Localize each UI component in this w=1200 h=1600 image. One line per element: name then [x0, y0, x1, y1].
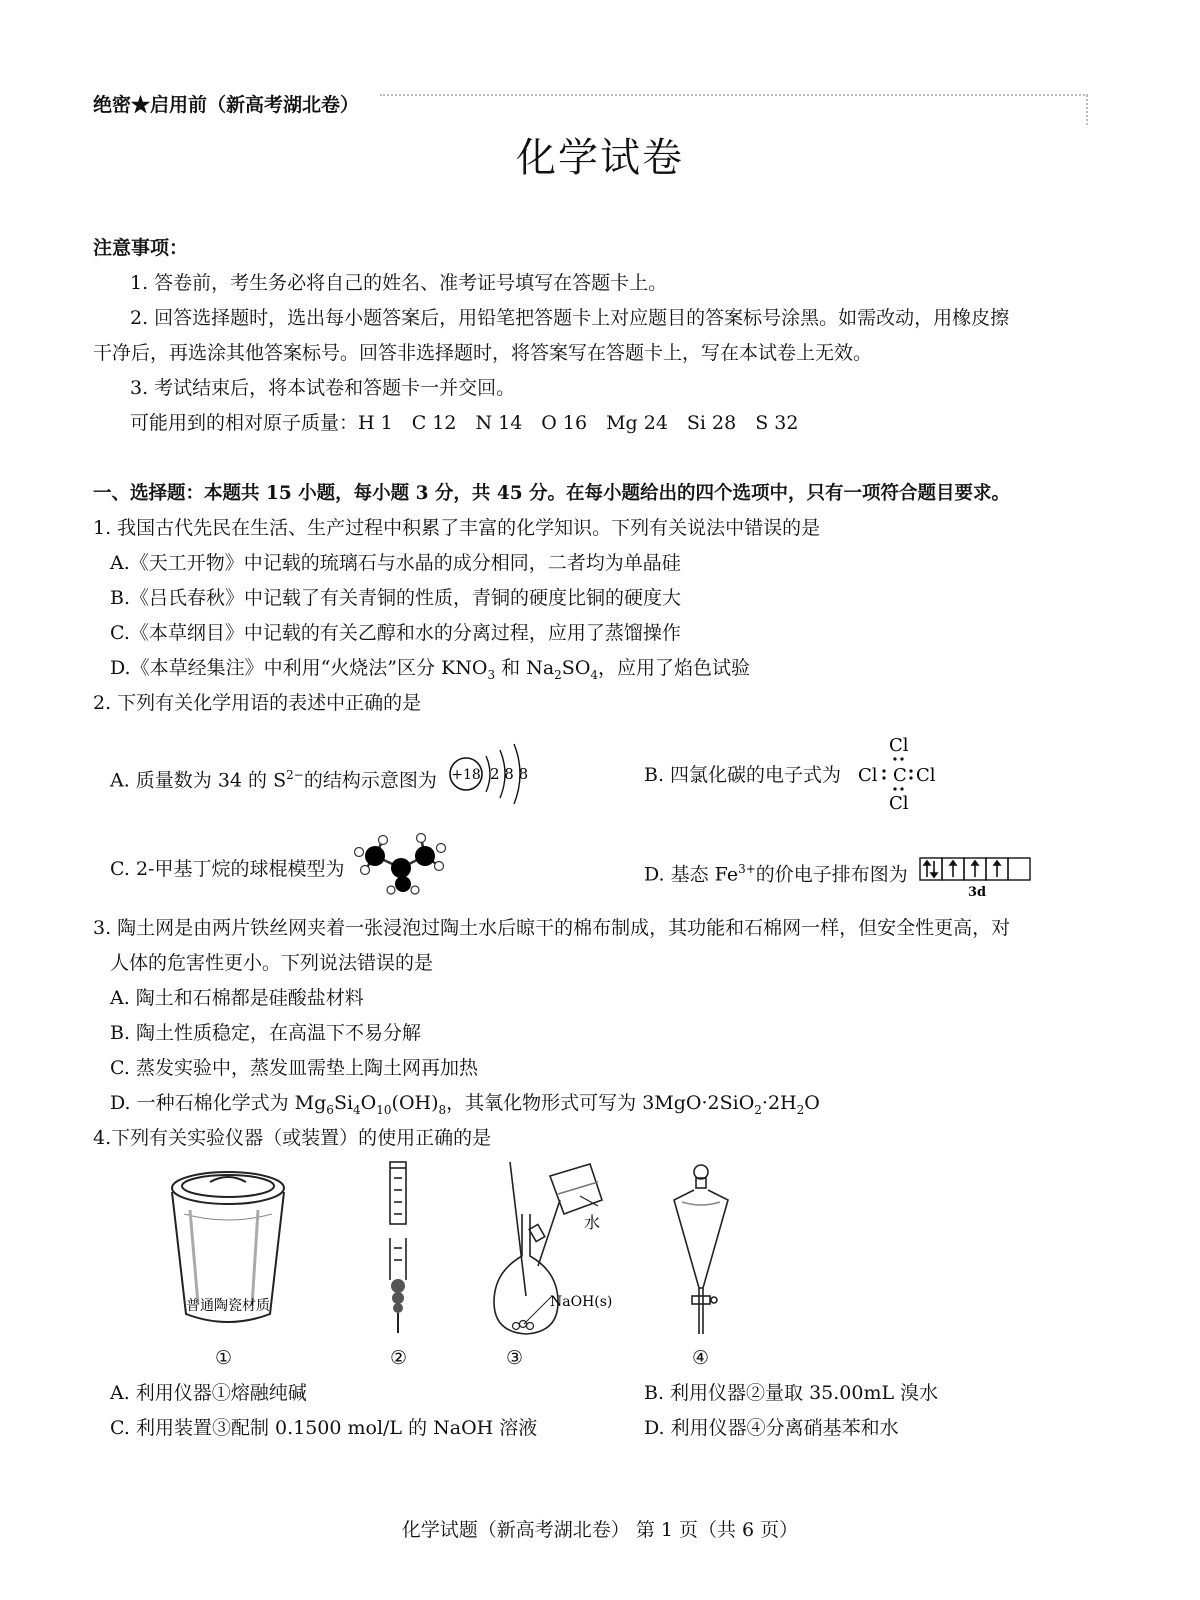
q2-stem: 2. 下列有关化学用语的表述中正确的是: [93, 692, 422, 714]
header-dotted-line: [380, 94, 1088, 96]
q1-option-c: C.《本草纲目》中记载的有关乙醇和水的分离过程，应用了蒸馏操作: [110, 622, 681, 644]
q4-option-c: C. 利用装置③配制 0.1500 mol/L 的 NaOH 溶液: [110, 1417, 538, 1439]
q3-option-b: B. 陶土性质稳定，在高温下不易分解: [110, 1022, 422, 1044]
q4-option-d: D. 利用仪器④分离硝基苯和水: [644, 1417, 899, 1439]
q2-option-b: B. 四氯化碳的电子式为: [644, 764, 842, 786]
2-methylbutane-ball-stick-model: [355, 832, 450, 894]
sulfur-ion-structure-diagram: [448, 748, 538, 804]
q1-option-b: B.《吕氏春秋》中记载了有关青铜的性质，青铜的硬度比铜的硬度大: [110, 587, 682, 609]
apparatus-number-3: ③: [506, 1347, 524, 1369]
ccl4-electron-formula: [854, 733, 944, 813]
q4-option-b: B. 利用仪器②量取 35.00mL 溴水: [644, 1382, 939, 1404]
header-dotted-edge: [1086, 95, 1088, 125]
notice-item-2b: 干净后，再选涂其他答案标号。回答非选择题时，将答案写在答题卡上，写在本试卷上无效。: [93, 342, 873, 364]
svg-text:C: C: [893, 765, 907, 786]
svg-text:Cl: Cl: [858, 765, 878, 786]
apparatus-number-4: ④: [692, 1347, 710, 1369]
water-label: 水: [584, 1213, 601, 1232]
q2-option-c: C. 2-甲基丁烷的球棍模型为: [110, 858, 345, 880]
crucible-label: 普通陶瓷材质: [186, 1298, 270, 1314]
q2-option-d: D. 基态 $Fe^{3+}$的价电子排布图为: [644, 862, 908, 886]
q3-option-c: C. 蒸发实验中，蒸发皿需垫上陶土网再加热: [110, 1057, 478, 1079]
notice-heading: 注意事项：: [93, 237, 189, 259]
nucleus-label: +18: [451, 767, 481, 783]
q3-stem-a: 3. 陶土网是由两片铁丝网夹着一张浸泡过陶土水后晾干的棉布制成，其功能和石棉网一样，但安全性更高，对: [93, 917, 1011, 939]
q3-option-d: D. 一种石棉化学式为 $Mg_6Si_4O_{10}(OH)_8$，其氧化物形式可写为 $3MgO\cdot 2SiO_2\cdot 2H_2O$: [110, 1092, 820, 1117]
svg-text:Cl: Cl: [889, 735, 909, 756]
q4-stem: 4.下列有关实验仪器（或装置）的使用正确的是: [93, 1127, 492, 1149]
fe3-orbital-diagram: [918, 856, 1040, 900]
q3-option-a: A. 陶土和石棉都是硅酸盐材料: [110, 987, 364, 1009]
q3-stem-b: 人体的危害性更小。下列说法错误的是: [110, 952, 434, 974]
confidential-header: 绝密★启用前（新高考湖北卷）: [93, 94, 360, 116]
orbital-3d-label: 3d: [968, 885, 987, 900]
burette-illustration: [380, 1158, 420, 1338]
notice-item-1: 1. 答卷前，考生务必将自己的姓名、准考证号填写在答题卡上。: [130, 272, 668, 294]
q1-stem: 1. 我国古代先民在生活、生产过程中积累了丰富的化学知识。下列有关说法中错误的是: [93, 517, 821, 539]
notice-item-3: 3. 考试结束后，将本试卷和答题卡一并交回。: [130, 377, 516, 399]
svg-text:Cl: Cl: [916, 765, 936, 786]
page-title: 化学试卷: [516, 135, 684, 181]
electron-shells-label: 2 8 8: [490, 765, 529, 783]
naoh-label: NaOH(s): [550, 1294, 613, 1310]
apparatus-number-1: ①: [215, 1347, 233, 1369]
notice-item-2a: 2. 回答选择题时，选出每小题答案后，用铅笔把答题卡上对应题目的答案标号涂黑。如需改动，用橡皮擦: [130, 307, 1010, 329]
separatory-funnel-illustration: [666, 1158, 736, 1338]
apparatus-number-2: ②: [390, 1347, 408, 1369]
q4-option-a: A. 利用仪器①熔融纯碱: [110, 1382, 307, 1404]
volumetric-flask-illustration: [480, 1156, 630, 1336]
page-footer: 化学试题（新高考湖北卷） 第 1 页（共 6 页）: [401, 1519, 799, 1541]
q2-option-a: A. 质量数为 34 的 $S^{2-}$的结构示意图为: [110, 768, 437, 792]
q1-option-a: A.《天工开物》中记载的琉璃石与水晶的成分相同，二者均为单晶硅: [110, 552, 681, 574]
crucible-illustration: [158, 1164, 298, 1336]
svg-text:Cl: Cl: [889, 793, 909, 814]
section-1-heading: 一、选择题：本题共 15 小题，每小题 3 分，共 45 分。在每小题给出的四个选项中，只有一项符合题目要求。: [93, 483, 1011, 504]
atomic-masses: 可能用到的相对原子质量：H 1 C 12 N 14 O 16 Mg 24 Si 28 S 32: [130, 412, 799, 434]
q1-option-d: D.《本草经集注》中利用“火烧法”区分 $KNO_3$ 和 $Na_2SO_4$，应用了焰色试验: [110, 657, 751, 682]
